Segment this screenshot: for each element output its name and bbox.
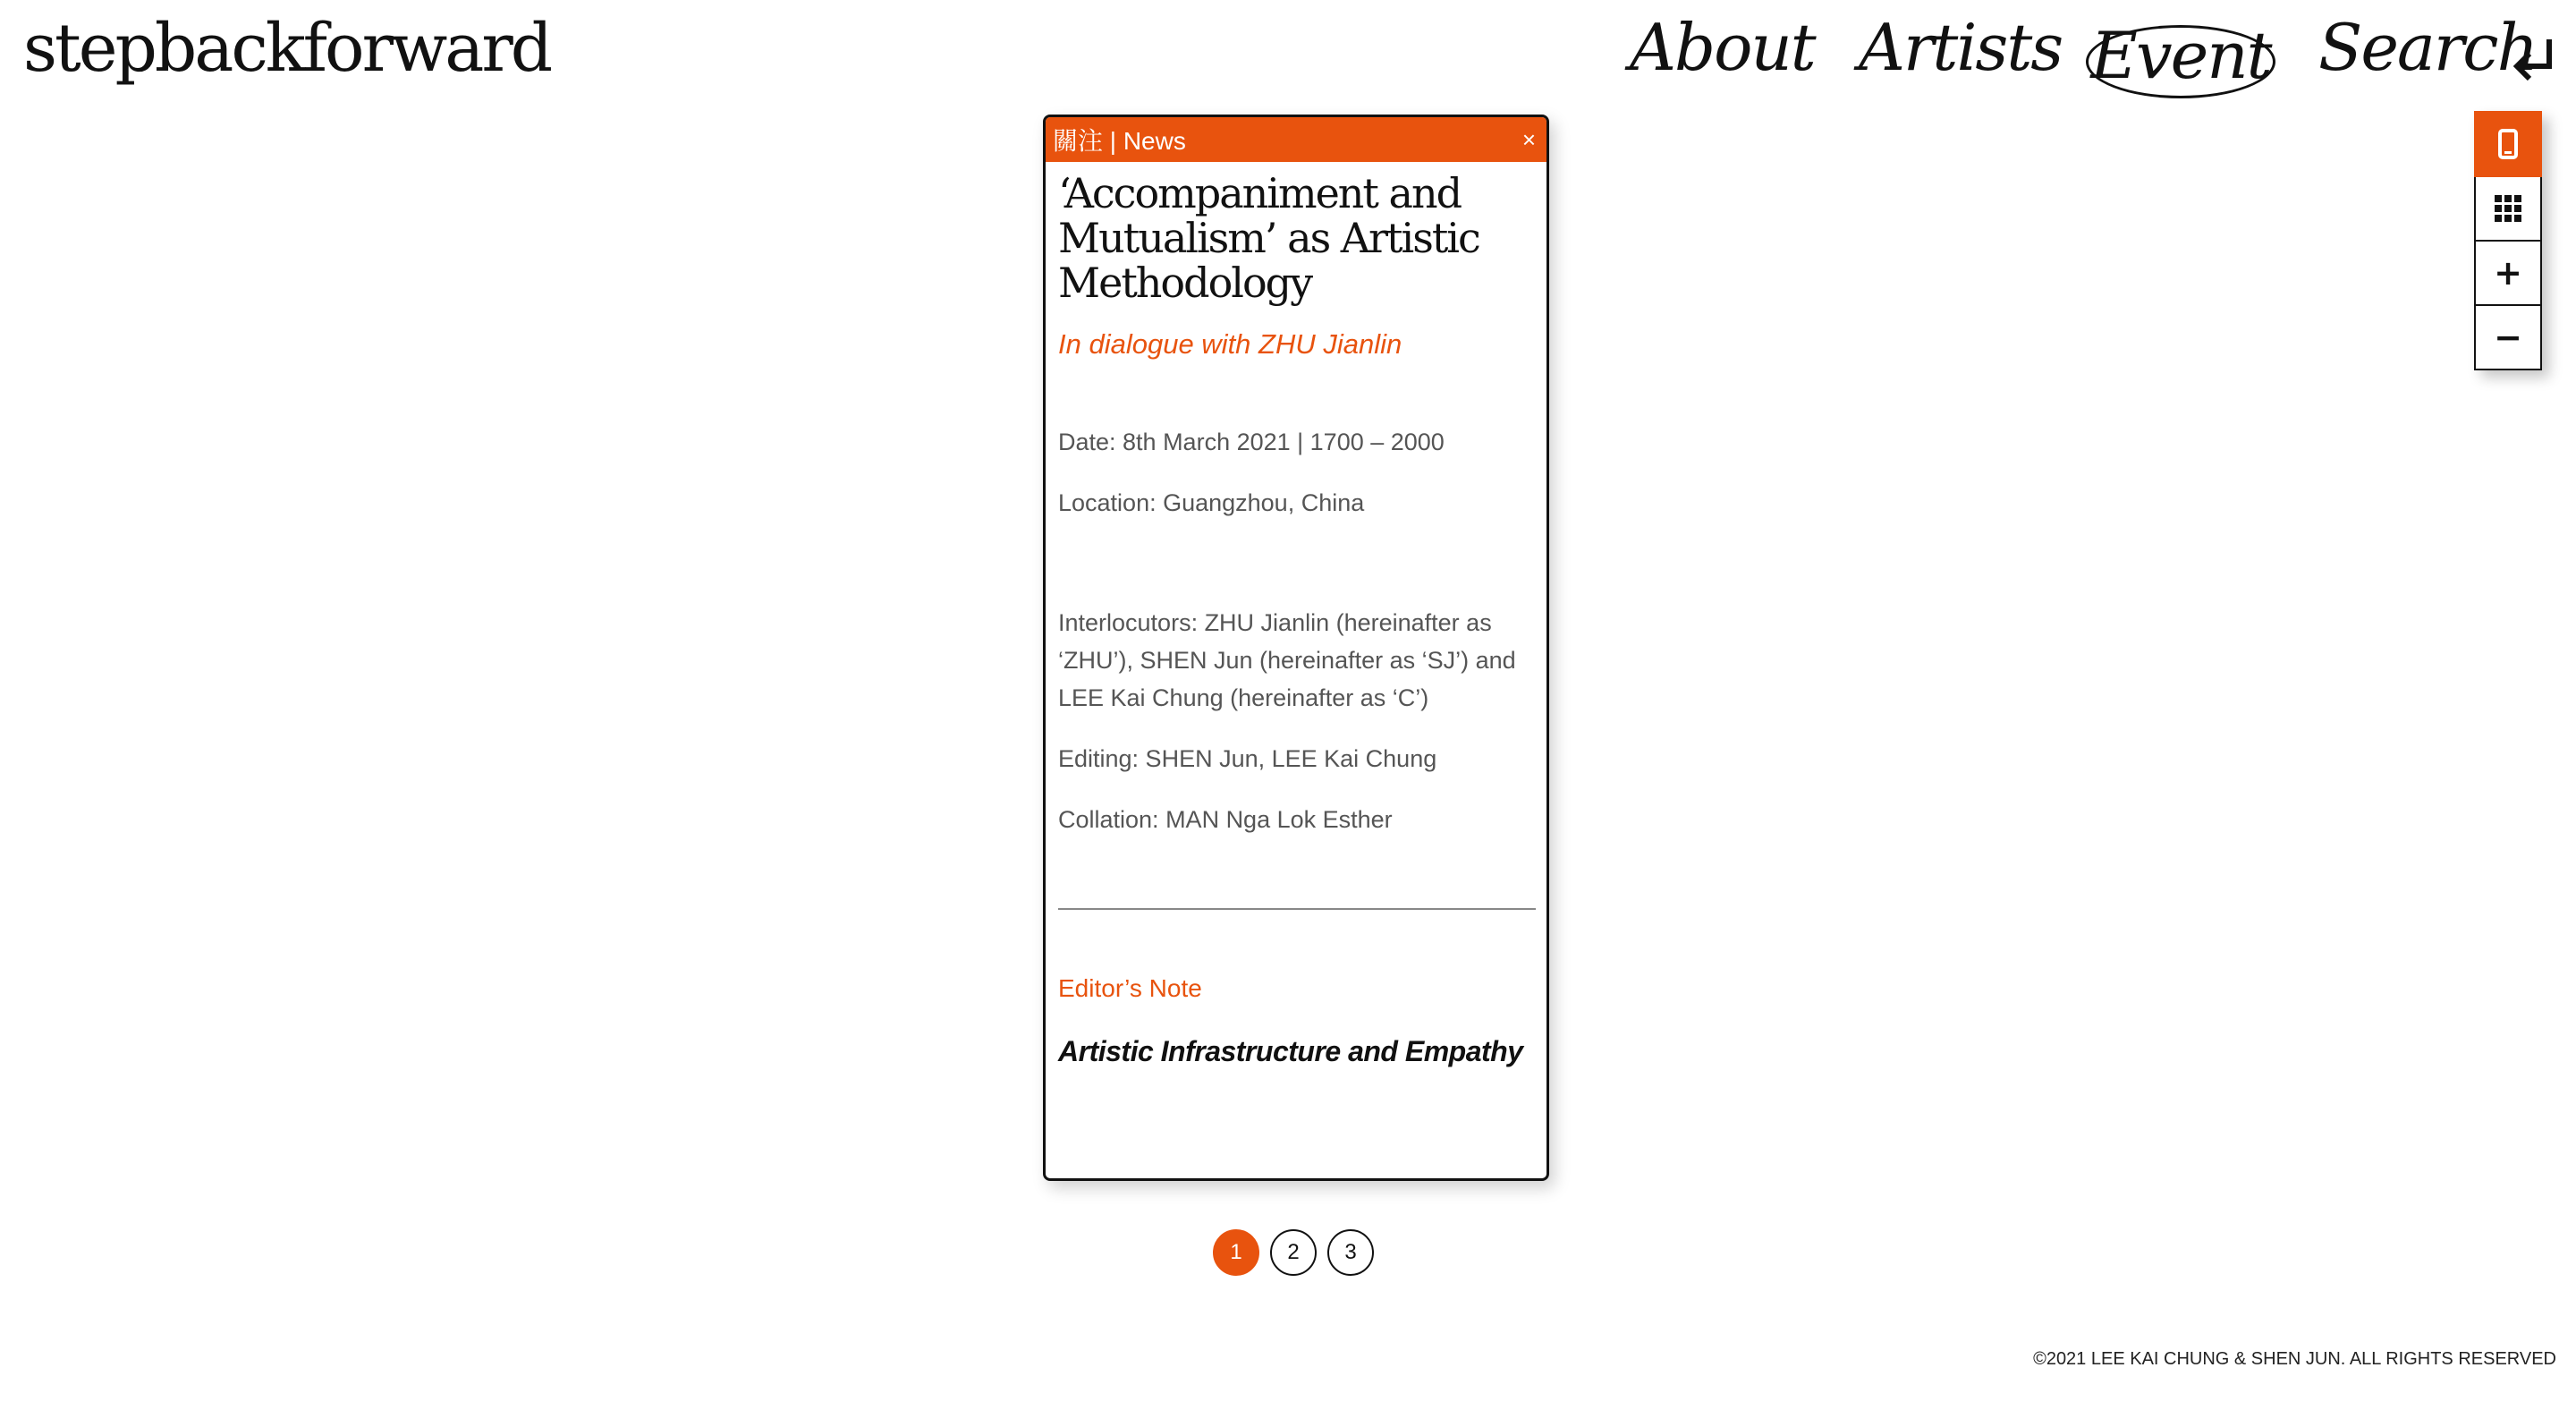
pagination (1213, 1229, 1374, 1276)
page-button-1[interactable]: 1 (1213, 1229, 1259, 1276)
nav-event-label: Event (2090, 18, 2271, 94)
nav-event[interactable] (2086, 18, 2275, 98)
site-logo[interactable]: stepbackforward (23, 10, 551, 87)
footer-copyright: ©2021 LEE KAI CHUNG & SHEN JUN. ALL RIGHTS RESERVED (2033, 1349, 2556, 1369)
zoom-in-button[interactable]: + (2474, 242, 2542, 306)
grid-view-button[interactable] (2474, 177, 2542, 242)
mobile-icon (2498, 129, 2518, 159)
zoom-out-button[interactable]: − (2474, 306, 2542, 370)
article-collation: Collation: MAN Nga Lok Esther (1058, 806, 1393, 833)
nav-artists[interactable]: Artists (1859, 10, 2063, 85)
card-category: 關注 | News (1053, 127, 1186, 155)
article-card[interactable] (1043, 115, 1549, 1181)
article-interlocutors: Interlocutors: ZHU Jianlin (hereinafter as ‘ZHU’), SHEN Jun (hereinafter as ‘SJ’) and LEE Kai Chung (hereinafter as ‘C’) (1058, 609, 1516, 711)
editors-note-heading: Editor’s Note (1058, 974, 1202, 1002)
card-body (1046, 171, 1546, 1068)
divider (1058, 908, 1536, 910)
article-location: Location: Guangzhou, China (1058, 489, 1365, 516)
card-header (1046, 117, 1546, 162)
nav-about[interactable]: About (1630, 10, 1815, 85)
page-button-2[interactable]: 2 (1270, 1229, 1317, 1276)
article-subtitle: In dialogue with ZHU Jianlin (1058, 328, 1402, 360)
article-title[interactable]: ‘Accompaniment and Mutualism’ as Artistic Methodology (1058, 169, 1479, 307)
grid-icon (2495, 195, 2521, 222)
nav-search[interactable]: Search (2318, 10, 2537, 85)
return-arrow-icon[interactable] (2510, 36, 2558, 86)
mobile-view-button[interactable] (2474, 111, 2542, 177)
page-button-3[interactable]: 3 (1327, 1229, 1374, 1276)
article-editing: Editing: SHEN Jun, LEE Kai Chung (1058, 745, 1437, 772)
close-icon[interactable]: × (1521, 125, 1536, 153)
article-date: Date: 8th March 2021 | 1700 – 2000 (1058, 429, 1445, 455)
view-toolbar (2474, 111, 2542, 370)
section-title: Artistic Infrastructure and Empathy (1058, 1035, 1523, 1067)
